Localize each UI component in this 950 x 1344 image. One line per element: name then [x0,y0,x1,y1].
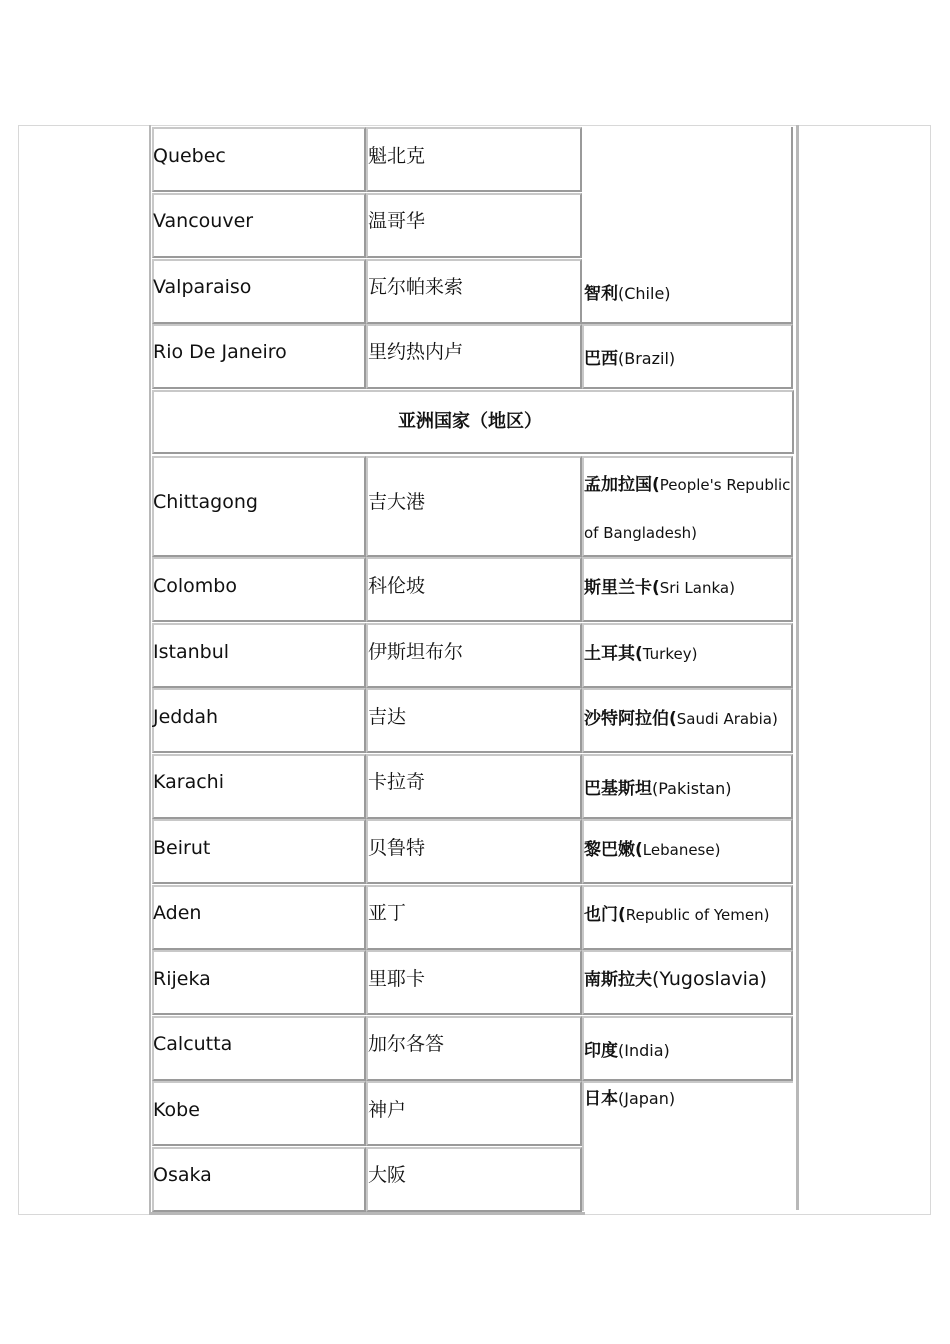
country-en: People's Republic [659,476,791,494]
section-header: 亚洲国家（地区） [398,411,542,432]
city-en: Rio De Janeiro [153,341,287,363]
city-cn: 伊斯坦布尔 [368,641,464,663]
country-cn: 斯里兰卡( [584,578,660,598]
city-en: Vancouver [153,210,254,232]
city-cn: 吉大港 [368,491,426,513]
country-name [584,347,675,370]
country-name [584,1087,675,1110]
country-name [584,473,790,496]
country-cn: 也门( [584,905,626,925]
country-en: Republic of Yemen) [625,906,770,924]
country-name [584,707,778,730]
city-en: Osaka [153,1164,212,1186]
city-en: Istanbul [153,641,230,663]
table-right-border [796,125,799,1210]
country-cn: 巴西 [584,349,618,369]
city-cn: 瓦尔帕来索 [368,276,464,298]
country-en: (Yugoslavia) [652,968,767,990]
country-name [584,1039,670,1062]
country-cn: 巴基斯坦 [584,779,652,799]
city-cn: 里耶卡 [368,968,426,990]
city-en: Valparaiso [153,276,252,298]
city-en: Rijeka [153,968,211,990]
country-cn: 印度 [584,1041,618,1061]
country-cn: 南斯拉夫 [584,970,652,990]
city-en: Aden [153,902,202,924]
country-name [584,968,767,991]
country-en: Sri Lanka) [659,579,735,597]
country-en: Saudi Arabia) [676,710,778,728]
country-name [584,282,671,305]
city-en: Quebec [153,145,226,167]
city-en: Chittagong [153,491,258,513]
country-name [584,576,735,599]
country-en: (Chile) [618,284,671,303]
city-cn: 神户 [368,1099,407,1121]
country-en: (India) [618,1041,670,1060]
table-bottom-border [149,1212,585,1215]
country-cn: 孟加拉国( [584,475,660,495]
city-en: Calcutta [153,1033,233,1055]
country-cn: 沙特阿拉伯( [584,709,677,729]
city-en: Beirut [153,837,211,859]
city-cn: 温哥华 [368,210,426,232]
country-cn: 智利 [584,284,618,304]
city-en: Karachi [153,771,224,793]
country-en: (Japan) [618,1089,676,1108]
city-cn: 魁北克 [368,145,426,167]
city-cn: 吉达 [368,706,407,728]
city-cn: 贝鲁特 [368,837,426,859]
city-en: Kobe [153,1099,200,1121]
country-cn: 黎巴嫩( [584,840,643,860]
country-en: (Pakistan) [652,779,732,798]
country-cn: 日本 [584,1089,618,1109]
country-name [584,838,720,861]
city-en: Colombo [153,575,237,597]
country-name [584,903,769,926]
table-left-border [149,125,151,1215]
city-cn: 里约热内卢 [368,341,464,363]
country-en: Lebanese) [642,841,721,859]
city-cn: 卡拉奇 [368,771,426,793]
city-cn: 加尔各答 [368,1033,445,1055]
country-name [584,642,697,665]
country-name [584,777,731,800]
country-en-line2: of Bangladesh) [584,524,698,542]
city-cn: 大阪 [368,1164,407,1186]
country-en: (Brazil) [618,349,676,368]
city-en: Jeddah [153,706,219,728]
country-en: Turkey) [642,645,698,663]
country-cn: 土耳其( [584,644,643,664]
city-cn: 科伦坡 [368,575,426,597]
city-cn: 亚丁 [368,902,407,924]
